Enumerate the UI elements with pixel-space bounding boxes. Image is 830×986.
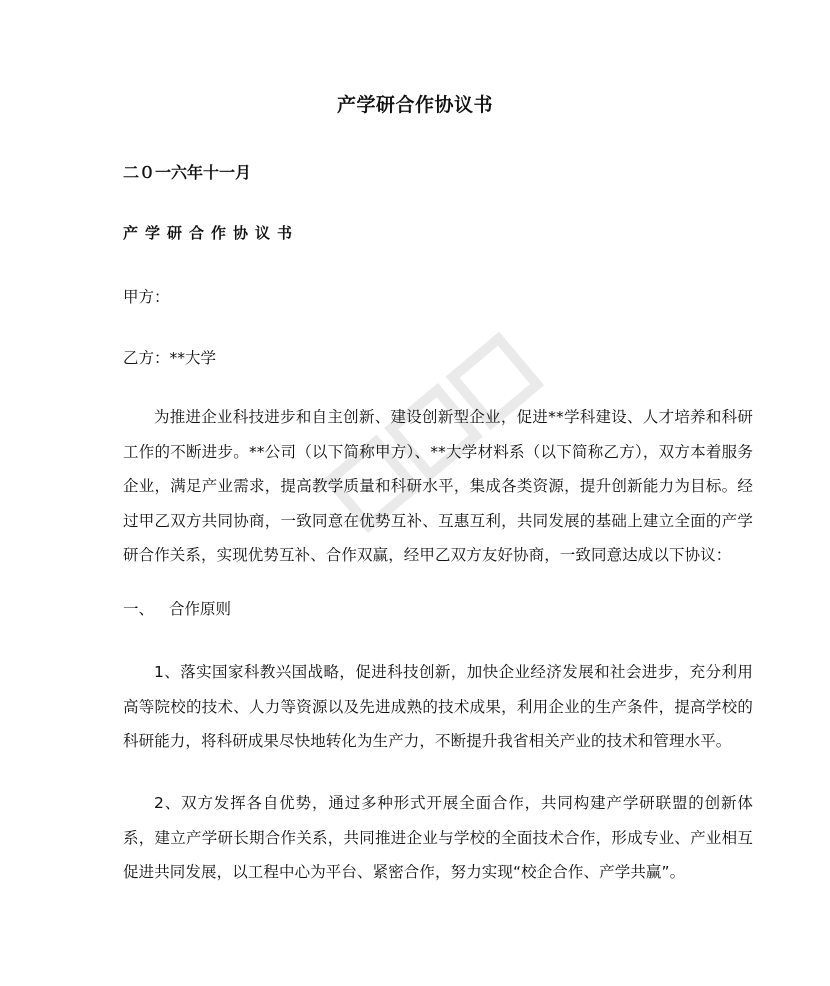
section-title: 合作原则 [169,600,232,618]
section-number: 一、 [123,600,155,618]
section-heading [123,597,231,619]
document-date: 二０一六年十一月 [123,163,252,182]
intro-paragraph: 为推进企业科技进步和自主创新、建设创新型企业，促进**学科建设、人才培养和科研工作的不断进步。**公司（以下简称甲方）、**大学材料系（以下简称乙方），双方本着服务企业，满足产业需求，提高教学质量和科研水平，集成各类资源，提升创新能力为目标。经过甲乙双方共同协商，一致同意在优势互补、互惠互利，共同发展的基础上建立全面的产学研合作关系，实现优势互补、合作双赢，经甲乙双方友好协商，一致同意达成以下协议： [123,408,753,564]
party-b-line: 乙方：**大学 [123,349,217,367]
clause-paragraph-2: 2、双方发挥各自优势，通过多种形式开展全面合作，共同构建产学研联盟的创新体系，建立产学研长期合作关系，共同推进企业与学校的全面技术合作，形成专业、产业相互促进共同发展，以工程中心为平台、紧密合作，努力实现“校企合作、产学共赢”。 [123,794,753,881]
clause-paragraph-1: 1、落实国家科教兴国战略，促进科技创新，加快企业经济发展和社会进步，充分利用高等院校的技术、人力等资源以及先进成熟的技术成果，利用企业的生产条件，提高学校的科研能力，将科研成果尽快地转化为生产力，不断提升我省相关产业的技术和管理水平。 [123,663,753,750]
party-a-line: 甲方： [123,288,170,306]
document-title: 产学研合作协议书 [336,94,493,116]
document-subtitle: 产学研合作协议书 [123,224,300,242]
